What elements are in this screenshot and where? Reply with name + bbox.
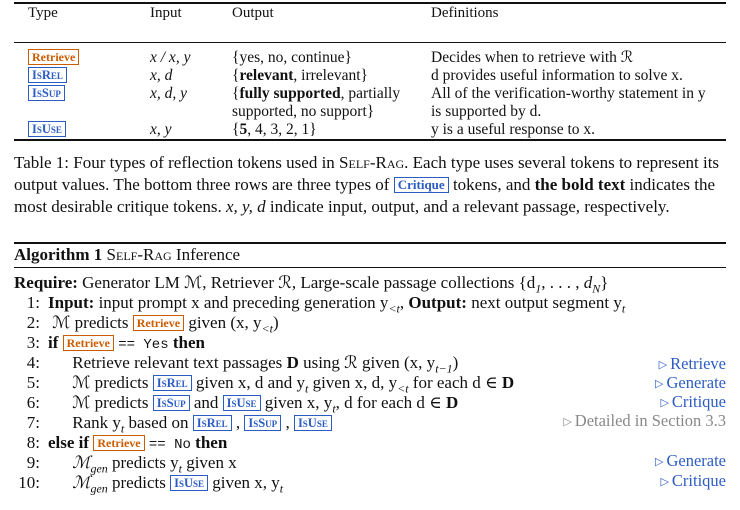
algorithm-line-9: 9: ℳ$_{gen}$ predicts $y_t$ given x (26, 453, 237, 476)
require-text: Generator LM ℳ, Retriever ℛ, Large-scale passage collections {d (82, 273, 536, 292)
table-header-rule (14, 42, 726, 43)
triangle-icon: ▷ (563, 416, 572, 428)
algorithm-line-2: 2: ℳ predicts Retrieve given (x, $y_{<t}$) (26, 313, 279, 336)
caption-selfrag: Self-Rag (339, 153, 405, 172)
isrel-token: IsRel (28, 67, 67, 83)
output-bold: fully supported (239, 85, 341, 102)
table-row-output: {yes, no, continue} (232, 49, 352, 66)
algorithm-line-10: 10: ℳ$_{gen}$ predicts IsUse given x, $y_t$ (18, 473, 284, 496)
output-rest: , 4, 3, 2, 1} (247, 121, 317, 138)
table-row-input: x, d (150, 67, 173, 84)
comment-critique: ▷ Critique (660, 392, 726, 411)
algorithm-require: Require: Generator LM ℳ, Retriever ℛ, Large-scale passage collections {$d_1$, . . . , $d_N$} (14, 273, 609, 296)
algorithm-line-4: 4: Retrieve relevant text passages D using ℛ given (x, $y_{t-1}$) (26, 353, 459, 376)
table-row-definition-line2: is supported by d. (431, 103, 542, 120)
triangle-icon: ▷ (654, 378, 664, 390)
caption-part4: indicates the most desirable critique tokens. (14, 175, 715, 216)
table-row-output: {relevant, irrelevant} (232, 67, 368, 84)
header-output: Output (232, 5, 274, 21)
caption-part2: . Each type uses several tokens to represent its output values. The bottom three rows are three types of (14, 153, 720, 194)
triangle-icon: ▷ (660, 397, 669, 409)
caption-part5: indicate input, output, and a relevant passage, respectively. (269, 197, 670, 216)
require-label: Require: (14, 273, 78, 292)
triangle-icon: ▷ (660, 476, 669, 488)
algorithm-line-7: 7: Rank $y_t$ based on IsRel , IsSup , IsUse (14, 413, 726, 438)
table-row-output-line2: supported, no support} (232, 103, 375, 120)
retrieve-token: Retrieve (28, 49, 79, 65)
caption-bold-text: the bold text (534, 175, 626, 194)
algorithm-title-rule (14, 267, 726, 268)
isrel-token: IsRel (153, 375, 192, 391)
issup-token: IsSup (28, 85, 65, 101)
algorithm-title-label: Algorithm 1 (14, 245, 103, 264)
table-row-output: {fully supported, partially (232, 85, 401, 102)
table-row-definition: d provides useful information to solve x. (431, 67, 683, 84)
algorithm-line-1: 1: Input: input prompt x and preceding generation $y_{<t}$, Output: next output segment $y_t$ (26, 293, 626, 316)
table-row-definition: y is a useful response to x. (431, 121, 596, 138)
algorithm-title-name: Self-Rag (106, 245, 172, 264)
issup-token: IsSup (153, 395, 190, 411)
table-row-type (28, 66, 67, 85)
table-row-type (28, 48, 79, 67)
table-row-input: x, d, y (150, 85, 188, 102)
algorithm-title-rest: Inference (175, 245, 241, 264)
issup-token: IsSup (244, 415, 281, 431)
algorithm-line-3: 3: if Retrieve == Yes then (26, 333, 205, 353)
comment-detailed: ▷ Detailed in Section 3.3 (563, 411, 726, 430)
algorithm-line-8: 8: else if Retrieve == No then (26, 433, 228, 453)
isuse-token: IsUse (28, 121, 66, 137)
header-definitions: Definitions (431, 5, 499, 21)
comment-generate-2: ▷ Generate (654, 451, 726, 470)
retrieve-token: Retrieve (63, 335, 114, 351)
algorithm-line-6: 6: ℳ predicts IsSup and IsUse given x, $y_t$, d for each d ∈ D (26, 393, 459, 416)
table-row-input: x, y (150, 121, 172, 138)
output-rest: , partially (340, 85, 401, 102)
algorithm-title (14, 245, 726, 265)
caption-part1: Four types of reflection tokens used in (73, 153, 335, 172)
table-bottom-rule (14, 139, 726, 141)
retrieve-token: Retrieve (93, 435, 144, 451)
table-row-definition: All of the verification-worthy statement in y (431, 85, 706, 102)
output-bold: 5 (239, 121, 248, 138)
header-type: Type (28, 5, 58, 21)
table-row-output: {5, 4, 3, 2, 1} (232, 121, 317, 138)
output-bold: relevant (239, 67, 294, 84)
comment-generate: ▷ Generate (654, 373, 726, 392)
isrel-token: IsRel (193, 415, 232, 431)
table-row-input: x / x, y (150, 49, 191, 66)
algorithm-line-5: 5: ℳ predicts IsRel given x, d and $y_t$ given x, d, $y_{<t}$ for each d ∈ D (26, 373, 515, 396)
isuse-token: IsUse (170, 475, 208, 491)
critique-token: Critique (394, 177, 449, 193)
algorithm-top-rule (14, 242, 726, 244)
isuse-token: IsUse (223, 395, 261, 411)
header-input: Input (150, 5, 182, 21)
caption-label: Table 1: (14, 153, 69, 172)
table-row-type (28, 120, 66, 139)
table-caption: Table 1: Four types of reflection tokens used in Self-Rag. Each type uses several tokens to represent its output values. The bottom three rows are three types of Critique tokens, and the bold text indicates the most desirable critique tokens. x, y, d indicate input, output, and a relevant passage, respectively. (14, 153, 720, 216)
table-row-definition: Decides when to retrieve with ℛ (431, 49, 634, 66)
caption-part3: tokens, and (452, 175, 531, 194)
output-rest: , irrelevant} (293, 67, 368, 84)
comment-critique-2: ▷ Critique (660, 471, 726, 490)
table-row-type (28, 84, 65, 103)
comment-retrieve: ▷ Retrieve (658, 354, 726, 373)
triangle-icon: ▷ (654, 456, 664, 468)
triangle-icon: ▷ (658, 359, 668, 371)
isuse-token: IsUse (294, 415, 332, 431)
retrieve-token: Retrieve (133, 315, 184, 331)
table-top-rule (14, 2, 726, 4)
